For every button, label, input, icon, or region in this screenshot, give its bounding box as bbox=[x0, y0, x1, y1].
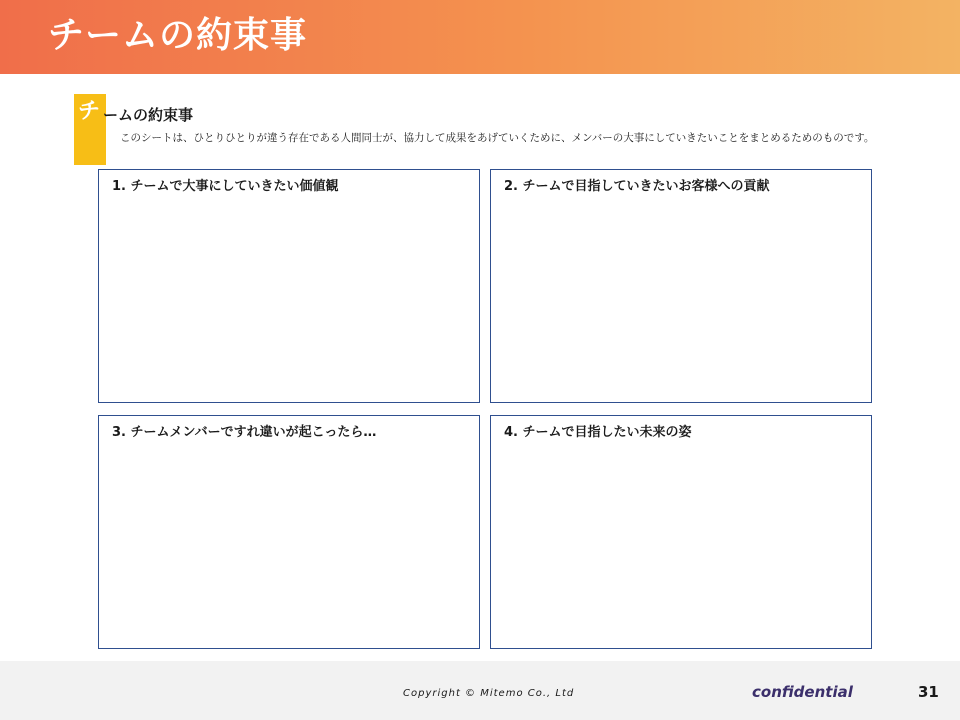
future-box-label: 4. チームで目指したい未来の姿 bbox=[504, 425, 692, 440]
page-footer bbox=[0, 661, 960, 720]
page-header bbox=[0, 0, 960, 74]
page-title: チームの約束事 bbox=[48, 15, 308, 56]
confidential-label: confidential bbox=[752, 683, 853, 701]
copyright-text: Copyright © Mitemo Co., Ltd bbox=[403, 688, 575, 699]
sheet-title: ームの約束事 bbox=[103, 106, 194, 124]
conflict-box[interactable] bbox=[98, 415, 480, 649]
sheet-title-first-char: チ bbox=[78, 99, 101, 124]
contribution-box[interactable] bbox=[490, 169, 872, 403]
contribution-box-label: 2. チームで目指していきたいお客様への貢献 bbox=[504, 179, 770, 194]
value-box[interactable] bbox=[98, 169, 480, 403]
conflict-box-label: 3. チームメンバーですれ違いが起こったら… bbox=[112, 425, 377, 440]
value-box-label: 1. チームで大事にしていきたい価値観 bbox=[112, 179, 339, 194]
sheet-description: このシートは、ひとりひとりが違う存在である人間同士が、協力して成果をあげていくために、メンバーの大事にしていきたいことをまとめるためのものです。 bbox=[120, 132, 875, 144]
page-number: 31 bbox=[918, 683, 939, 701]
future-box[interactable] bbox=[490, 415, 872, 649]
